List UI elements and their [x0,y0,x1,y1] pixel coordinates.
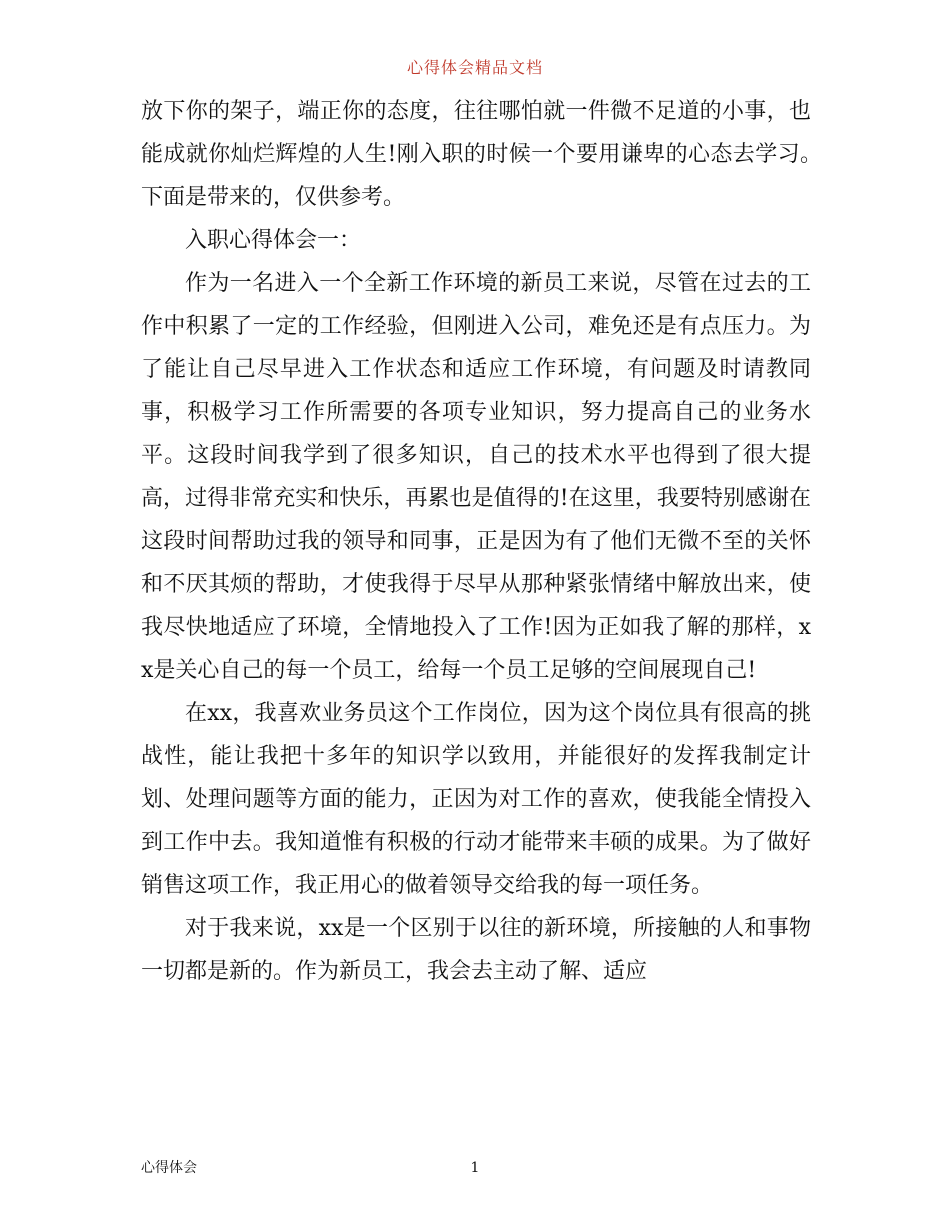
section-heading: 入职心得体会一： [185,228,362,253]
document-body [141,90,834,993]
paragraph: 作为一名进入一个全新工作环境的新员工来说，尽管在过去的工作中积累了一定的工作经验，但刚进入公司，难免还是有点压力。为了能让自己尽早进入工作状态和适应工作环境，有问题及时请教同事，积极学习工作所需要的各项专业知识，努力提高自己的业务水平。这段时间我学到了很多知识，自己的技术水平也得到了很大提高，过得非常充实和快乐，再累也是值得的!在这里，我要特别感谢在这段时间帮助过我的领导和同事，正是因为有了他们无微不至的关怀和不厌其烦的帮助，才使我得于尽早从那种紧张情绪中解放出来，使我尽快地适应了环境，全情地投入了工作!因为正如我了解的那样，xx是关心自己的每一个员工，给每一个员工足够的空间展现自己! [141,271,811,683]
footer-label: 心得体会 [141,1160,197,1176]
paragraph: 在xx，我喜欢业务员这个工作岗位，因为这个岗位具有很高的挑战性，能让我把十多年的知识学以致用，并能很好的发挥我制定计划、处理问题等方面的能力，正因为对工作的喜欢，使我能全情投入到工作中去。我知道惟有积极的行动才能带来丰硕的成果。为了做好销售这项工作，我正用心的做着领导交给我的每一项任务。 [141,701,811,898]
paragraph-intro: 放下你的架子，端正你的态度，往往哪怕就一件微不足道的小事，也能成就你灿烂辉煌的人生!刚入职的时候一个要用谦卑的心态去学习。 下面是带来的，仅供参考。 [141,99,834,210]
page-number: 1 [470,1160,480,1176]
paragraph: 对于我来说，xx是一个区别于以往的新环境，所接触的人和事物一切都是新的。作为新员工，我会去主动了解、适应 [141,916,811,984]
document-header-title: 心得体会精品文档 [406,58,543,77]
